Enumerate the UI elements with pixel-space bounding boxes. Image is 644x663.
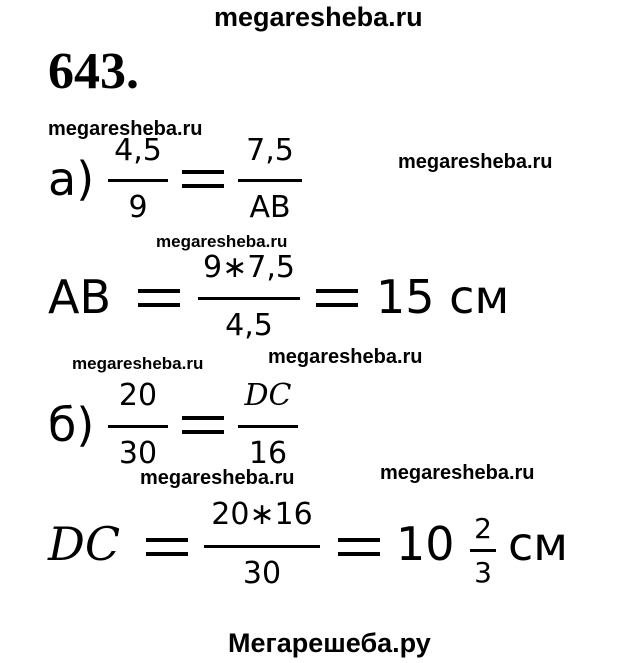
part-a-f2-numerator: 7,5 [246, 133, 294, 168]
part-a-f3-numerator: 9∗7,5 [203, 250, 295, 285]
part-b-result-frac-numerator: 2 [474, 512, 492, 545]
part-a-f1-denominator: 9 [128, 190, 148, 225]
part-b-result-frac-bar [470, 549, 496, 552]
part-a-f1-bar [108, 179, 168, 182]
part-a-f1-numerator: 4,5 [114, 133, 162, 168]
part-b-result-frac-denominator: 3 [474, 556, 492, 589]
equals-sign [338, 538, 380, 556]
watermark-1: megaresheba.ru [48, 118, 203, 140]
part-b-f2-denominator: 16 [248, 436, 288, 471]
watermark-2: megaresheba.ru [398, 151, 553, 173]
part-b-f2-bar [238, 425, 298, 428]
part-b-f3-bar [204, 545, 320, 548]
part-b-result-whole: 10 [396, 517, 455, 571]
part-a-f2-denominator: AB [249, 190, 291, 225]
part-b-line2-lhs: DC [48, 517, 121, 571]
part-b-label: б) [48, 398, 95, 452]
footer-watermark: Мегарешеба.ру [228, 628, 431, 658]
part-a-f3-bar [198, 297, 300, 300]
watermark-3: megaresheba.ru [156, 232, 288, 251]
part-a-line2-lhs: AB [48, 270, 112, 324]
equals-sign [316, 289, 358, 307]
part-a-f3-denominator: 4,5 [225, 308, 273, 343]
part-b-f2-numerator: DC [244, 378, 292, 413]
equals-sign [138, 289, 180, 307]
watermark-4: megaresheba.ru [72, 354, 204, 373]
watermark-top: megaresheba.ru [214, 2, 423, 32]
part-a-f2-bar [238, 179, 302, 182]
equals-sign [146, 538, 188, 556]
part-b-f1-denominator: 30 [118, 436, 158, 471]
part-b-result-unit: см [508, 517, 568, 571]
watermark-6: megaresheba.ru [140, 467, 295, 489]
part-a-label: а) [48, 152, 95, 206]
part-b-f1-numerator: 20 [118, 378, 158, 413]
part-b-f3-numerator: 20∗16 [211, 497, 313, 532]
part-b-f3-denominator: 30 [242, 556, 282, 591]
watermark-5: megaresheba.ru [268, 346, 423, 368]
problem-number: 643. [48, 43, 139, 100]
part-a-result: 15 см [376, 270, 510, 324]
equals-sign [182, 416, 224, 434]
equals-sign [182, 170, 224, 188]
watermark-7: megaresheba.ru [380, 462, 535, 484]
part-b-f1-bar [108, 425, 168, 428]
